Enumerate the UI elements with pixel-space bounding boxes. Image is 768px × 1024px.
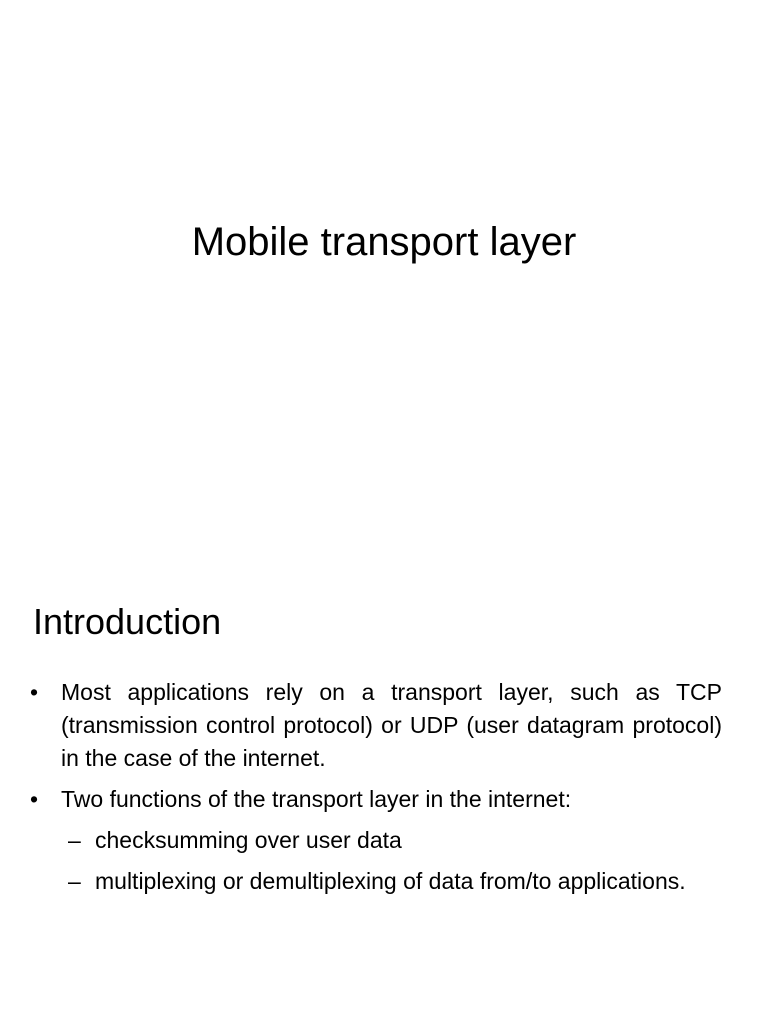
- bullet-text: Two functions of the transport layer in the internet:: [61, 786, 572, 812]
- slide-introduction: [0, 512, 768, 1024]
- bullet-text: Most applications rely on a transport layer, such as TCP (transmission control protocol) or UDP (user datagram protocol) in the case of the internet.: [61, 679, 722, 771]
- sub-bullet-list: [30, 824, 722, 898]
- sub-bullet-text: checksumming over user data: [95, 827, 402, 853]
- sub-bullet-item: [30, 824, 722, 857]
- slide-title-heading: Mobile transport layer: [191, 220, 577, 264]
- bullet-marker: •: [30, 679, 39, 705]
- sub-bullet-item: [30, 865, 722, 898]
- bullet-marker: •: [30, 786, 39, 812]
- sub-bullet-marker: –: [68, 827, 81, 853]
- bullet-item: [30, 676, 722, 775]
- bullet-list: [30, 676, 722, 906]
- section-heading: Introduction: [33, 601, 222, 642]
- sub-bullet-marker: –: [68, 868, 81, 894]
- bullet-item: [30, 783, 722, 816]
- sub-bullet-text: multiplexing or demultiplexing of data from/to applications.: [95, 868, 686, 894]
